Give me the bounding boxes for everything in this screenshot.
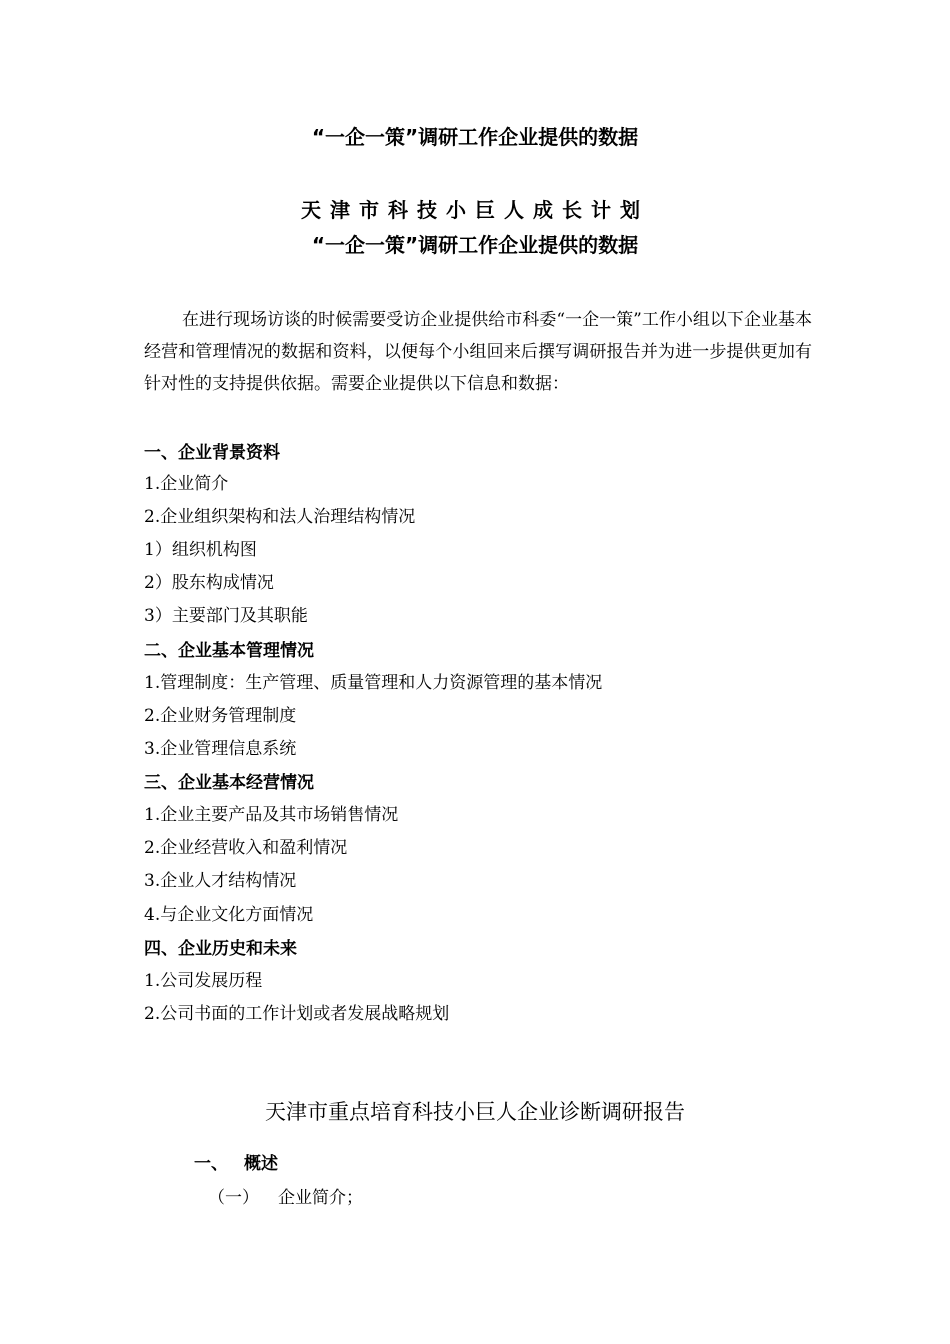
list-item: 3）主要部门及其职能 — [144, 606, 308, 626]
list-item: 2.企业财务管理制度 — [144, 706, 297, 726]
list-item: 4.与企业文化方面情况 — [144, 905, 314, 925]
document-title: “一企一策”调研工作企业提供的数据 — [311, 125, 639, 149]
section-heading: 二、企业基本管理情况 — [144, 641, 314, 661]
overview-heading — [194, 1152, 278, 1176]
program-subtitle: “一企一策”调研工作企业提供的数据 — [311, 233, 639, 257]
section-heading: 三、企业基本经营情况 — [144, 773, 314, 793]
subsection-heading — [208, 1186, 363, 1210]
list-item: 1）组织机构图 — [144, 540, 257, 560]
list-item: 1.企业简介 — [144, 474, 229, 494]
list-item: 2.企业组织架构和法人治理结构情况 — [144, 507, 416, 527]
list-item: 1.企业主要产品及其市场销售情况 — [144, 805, 399, 825]
list-item: 2.公司书面的工作计划或者发展战略规划 — [144, 1004, 450, 1024]
list-item: 2.企业经营收入和盈利情况 — [144, 838, 348, 858]
list-item: 3.企业管理信息系统 — [144, 739, 297, 759]
subsection-label: 企业简介； — [278, 1188, 363, 1208]
program-title: 天津市科技小巨人成长计划 — [301, 198, 649, 222]
section-heading: 四、企业历史和未来 — [144, 939, 297, 959]
list-item: 1.管理制度：生产管理、质量管理和人力资源管理的基本情况 — [144, 673, 603, 693]
list-item: 3.企业人才结构情况 — [144, 871, 297, 891]
list-item: 2）股东构成情况 — [144, 573, 274, 593]
report-title: 天津市重点培育科技小巨人企业诊断调研报告 — [265, 1100, 685, 1124]
list-item: 1.公司发展历程 — [144, 971, 263, 991]
subsection-number: （一） — [208, 1188, 259, 1208]
overview-number: 一、 — [194, 1154, 228, 1174]
section-heading: 一、企业背景资料 — [144, 443, 280, 463]
intro-paragraph: 在进行现场访谈的时候需要受访企业提供给市科委“一企一策”工作小组以下企业基本经营和管理情况的数据和资料，以便每个小组回来后撰写调研报告并为进一步提供更加有针对性的支持提供依据。需要企业提供以下信息和数据： — [144, 310, 812, 394]
overview-label: 概述 — [244, 1154, 278, 1174]
